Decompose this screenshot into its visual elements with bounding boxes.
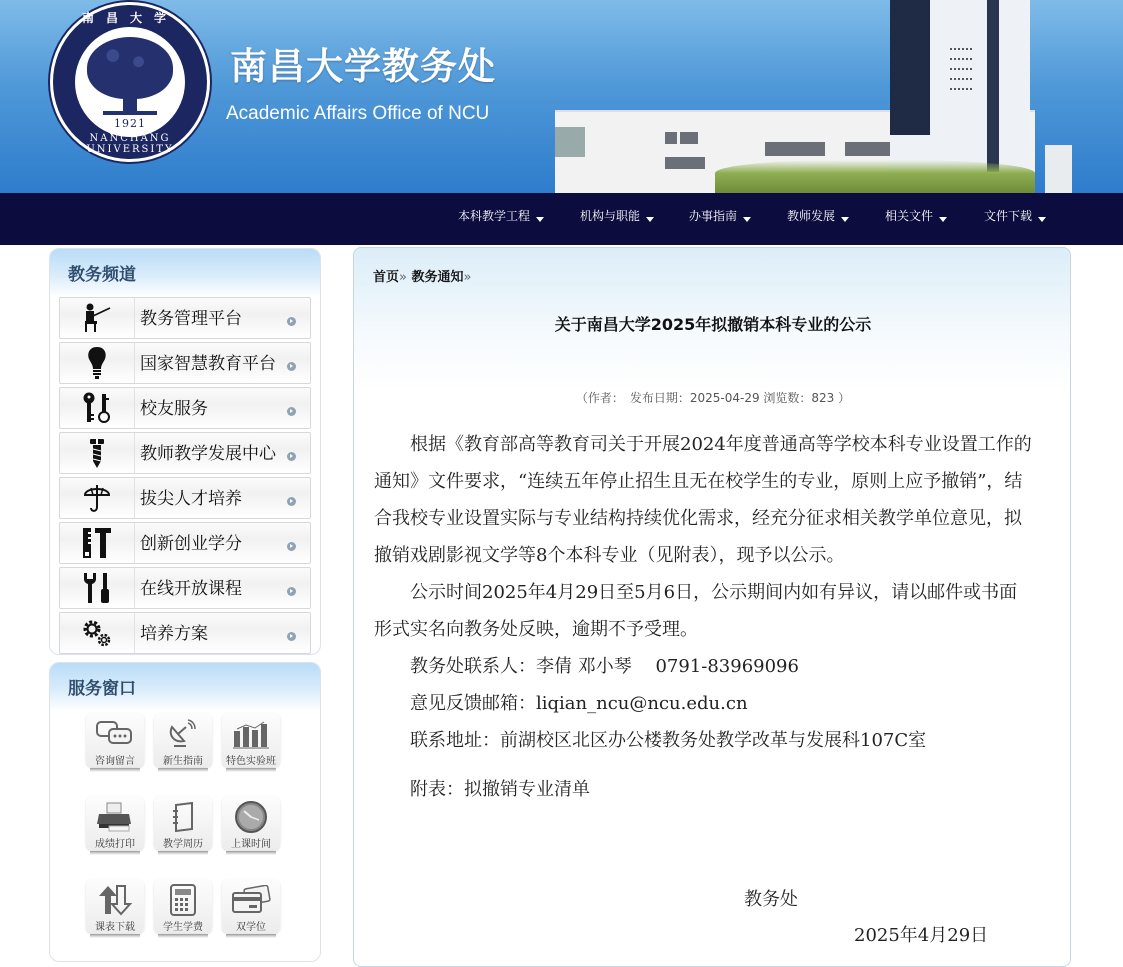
- caret-down-icon: [841, 217, 849, 222]
- caret-down-icon: [1038, 217, 1046, 222]
- chat-bubbles-icon: [86, 719, 144, 749]
- tile-shadow: [90, 768, 140, 772]
- arrow-right-circle-icon: [287, 497, 296, 506]
- arrow-right-circle-icon: [287, 452, 296, 461]
- email-line[interactable]: 意见反馈邮箱：liqian_ncu@ncu.edu.cn: [410, 693, 748, 714]
- channel-panel: [49, 248, 321, 655]
- keys-icon: [60, 388, 135, 428]
- building-tower: [890, 0, 1030, 172]
- gears-icon: [60, 613, 135, 653]
- window: [950, 78, 972, 81]
- breadcrumb-separator: »: [463, 270, 472, 285]
- window: [950, 68, 972, 71]
- nav-label: 教师发展: [787, 209, 836, 223]
- window: [950, 88, 972, 91]
- nav-label: 相关文件: [885, 209, 934, 223]
- breadcrumb-notices[interactable]: 教务通知: [411, 270, 464, 285]
- sidebar-item-label: 拔尖人才培养: [140, 489, 242, 509]
- campus-building-image: [555, 0, 1072, 193]
- window: [665, 132, 677, 144]
- nav-label: 机构与职能: [580, 209, 641, 223]
- service-teaching-calendar[interactable]: [154, 796, 212, 854]
- notebook-icon: [154, 802, 212, 832]
- service-label: 咨询留言: [95, 756, 135, 767]
- service-label: 新生指南: [163, 756, 203, 767]
- tile-shadow: [226, 851, 276, 855]
- teacher-icon: [60, 298, 135, 338]
- signature-office: 教务处: [744, 889, 798, 910]
- up-down-arrows-icon: [86, 885, 144, 915]
- site-title: 南昌大学教务处: [230, 45, 496, 88]
- nav-label: 本科教学工程: [458, 209, 531, 223]
- nav-item-organization[interactable]: [580, 207, 654, 227]
- logo-bottom-text: NANCHANG UNIVERSITY: [86, 133, 174, 155]
- window: [680, 132, 698, 144]
- umbrella-icon: [60, 478, 135, 518]
- tile-shadow: [226, 934, 276, 938]
- university-logo[interactable]: [50, 2, 210, 162]
- service-special-class[interactable]: [222, 713, 280, 771]
- logo-year: 1921: [114, 117, 146, 130]
- sidebar-item-alumni-service[interactable]: [59, 387, 311, 429]
- sidebar-item-label: 创新创业学分: [140, 534, 242, 554]
- service-grade-print[interactable]: [86, 796, 144, 854]
- service-grid: [50, 711, 320, 937]
- article-body: [374, 426, 1034, 808]
- article-meta: （作者： 发布日期：2025-04-29 浏览数：823 ）: [575, 391, 851, 405]
- service-panel-title: 服务窗口: [50, 663, 320, 711]
- service-class-time[interactable]: [222, 796, 280, 854]
- window: [950, 48, 972, 51]
- wrench-screwdriver-icon: [60, 568, 135, 608]
- credit-cards-icon: [222, 885, 280, 915]
- tower-glass: [890, 0, 930, 135]
- article-title: 关于南昌大学2025年拟撤销本科专业的公示: [554, 315, 872, 334]
- arrow-right-circle-icon: [287, 632, 296, 641]
- service-label: 上课时间: [231, 839, 271, 850]
- article-paragraph: 公示时间2025年4月29日至5月6日，公示期间内如有异议，请以邮件或书面形式实名向教务处反映，逾期不予受理。: [374, 582, 1018, 640]
- caret-down-icon: [536, 217, 544, 222]
- window: [765, 142, 825, 156]
- signature-date: 2025年4月29日: [854, 925, 989, 946]
- trees: [715, 160, 1035, 193]
- window: [950, 58, 972, 61]
- attachment-link[interactable]: 附表：拟撤销专业清单: [410, 779, 590, 800]
- sidebar-item-open-courses[interactable]: [59, 567, 311, 609]
- clock-icon: [222, 802, 280, 832]
- tree-ground: [103, 111, 157, 115]
- service-label: 双学位: [236, 922, 266, 933]
- arrow-right-circle-icon: [287, 317, 296, 326]
- sidebar-item-teacher-center[interactable]: [59, 432, 311, 474]
- caret-down-icon: [646, 217, 654, 222]
- site-subtitle: Academic Affairs Office of NCU: [226, 103, 490, 124]
- tile-shadow: [90, 934, 140, 938]
- sidebar-item-top-talent[interactable]: [59, 477, 311, 519]
- service-label: 学生学费: [163, 922, 203, 933]
- service-tuition[interactable]: [154, 879, 212, 937]
- satellite-dish-icon: [154, 719, 212, 749]
- sidebar-item-label: 校友服务: [140, 399, 208, 419]
- tile-shadow: [158, 768, 208, 772]
- site-header: [0, 0, 1123, 193]
- nav-item-guide[interactable]: [689, 207, 751, 227]
- address-line: 联系地址：前湖校区北区办公楼教务处教学改革与发展科107C室: [410, 730, 927, 751]
- window: [555, 127, 585, 157]
- tile-shadow: [226, 768, 276, 772]
- sidebar-item-label: 教务管理平台: [140, 309, 242, 329]
- window: [665, 157, 705, 169]
- sidebar-item-academic-platform[interactable]: [59, 297, 311, 339]
- arrow-right-circle-icon: [287, 407, 296, 416]
- service-label: 成绩打印: [95, 839, 135, 850]
- service-label: 教学周历: [163, 839, 203, 850]
- sidebar-item-innovation-credits[interactable]: [59, 522, 311, 564]
- sidebar-item-label: 国家智慧教育平台: [140, 354, 276, 374]
- arrow-right-circle-icon: [287, 362, 296, 371]
- arrow-right-circle-icon: [287, 587, 296, 596]
- service-panel: [49, 662, 321, 962]
- nav-item-undergrad-project[interactable]: [458, 207, 544, 227]
- breadcrumb: [373, 266, 472, 285]
- service-freshman-guide[interactable]: [154, 713, 212, 771]
- sidebar-item-label: 在线开放课程: [140, 579, 242, 599]
- sidebar-item-label: 培养方案: [140, 624, 208, 644]
- contact-line: 教务处联系人：李倩 邓小琴 0791-83969096: [410, 656, 799, 677]
- breadcrumb-home[interactable]: 首页: [373, 270, 400, 285]
- calculator-icon: [154, 885, 212, 915]
- channel-panel-title: 教务频道: [50, 249, 320, 297]
- arrow-right-circle-icon: [287, 542, 296, 551]
- tree-trunk: [123, 87, 137, 113]
- ruler-hammer-icon: [60, 523, 135, 563]
- sidebar-item-training-plan[interactable]: [59, 612, 311, 654]
- tile-shadow: [158, 851, 208, 855]
- nav-label: 办事指南: [689, 209, 738, 223]
- service-timetable-download[interactable]: [86, 879, 144, 937]
- service-consult[interactable]: [86, 713, 144, 771]
- nav-item-teacher-development[interactable]: [787, 207, 849, 227]
- building-annex: [1045, 145, 1072, 193]
- article-panel: [353, 247, 1071, 967]
- article-paragraph: 根据《教育部高等教育司关于开展2024年度普通高等学校本科专业设置工作的通知》文件要求，“连续五年停止招生且无在校学生的专业，原则上应予撤销”，结合我校专业设置实际与专业结构持续优化需求，经充分征求相关教学单位意见，拟撤销戏剧影视文学等8个本科专业（见附表），现予以公示。: [374, 434, 1032, 566]
- service-label: 课表下载: [95, 922, 135, 933]
- service-double-degree[interactable]: [222, 879, 280, 937]
- logo-tree-emblem: [75, 27, 185, 137]
- screw-icon: [60, 433, 135, 473]
- tile-shadow: [90, 851, 140, 855]
- nav-item-related-docs[interactable]: [885, 207, 947, 227]
- nav-item-downloads[interactable]: [984, 207, 1046, 227]
- sidebar-item-label: 教师教学发展中心: [140, 444, 276, 464]
- service-label: 特色实验班: [226, 756, 276, 767]
- tower-glass: [987, 0, 999, 172]
- lightbulb-icon: [60, 343, 135, 383]
- caret-down-icon: [939, 217, 947, 222]
- bar-chart-icon: [222, 719, 280, 749]
- breadcrumb-separator: »: [399, 270, 407, 285]
- printer-icon: [86, 802, 144, 832]
- logo-top-text: 南昌大学: [81, 11, 178, 25]
- nav-label: 文件下载: [984, 209, 1033, 223]
- main-nav: [0, 193, 1123, 245]
- sidebar-item-smart-education[interactable]: [59, 342, 311, 384]
- caret-down-icon: [743, 217, 751, 222]
- tile-shadow: [158, 934, 208, 938]
